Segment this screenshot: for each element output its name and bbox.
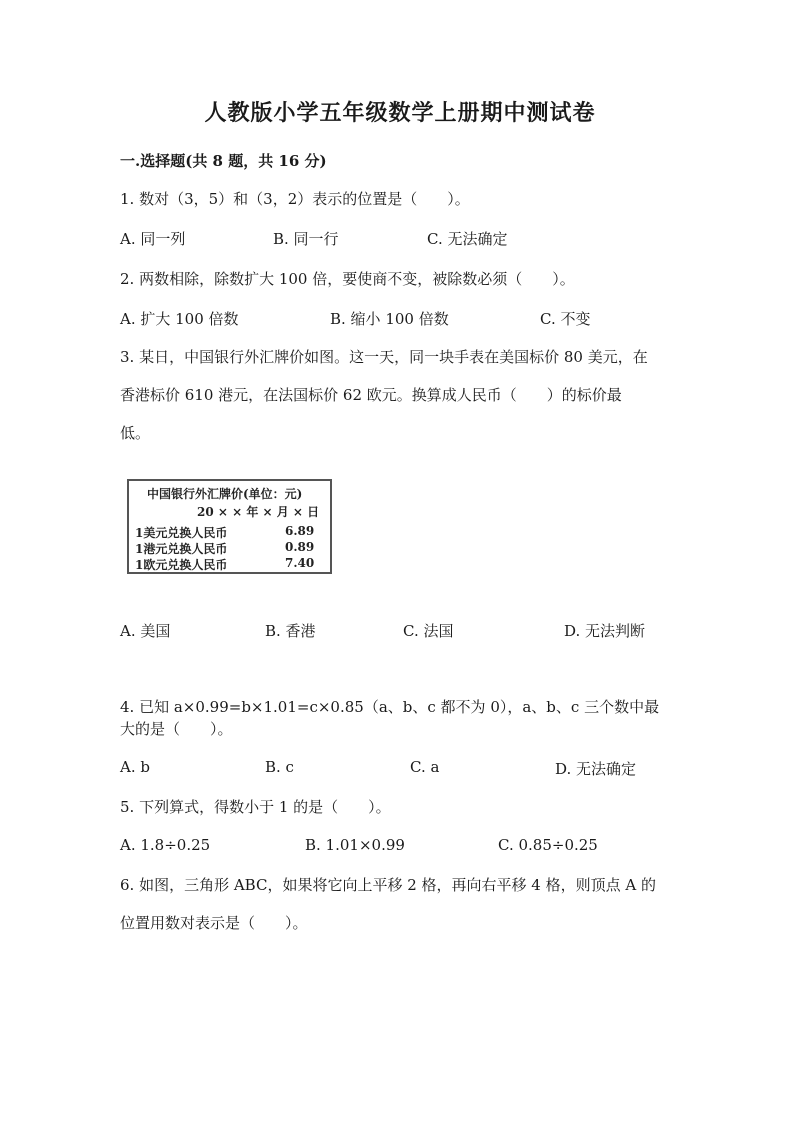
q3-option-a: A. 美国 <box>120 622 171 640</box>
section-heading: 一.选择题(共 8 题，共 16 分) <box>120 152 327 170</box>
rate-row-label: 1美元兑换人民币 <box>135 526 228 540</box>
q1-option-c: C. 无法确定 <box>427 230 508 248</box>
q3-option-c: C. 法国 <box>403 622 454 640</box>
question-5: 5. 下列算式，得数小于 1 的是（ ）。 <box>120 798 391 816</box>
rate-row-value: 0.89 <box>285 540 315 554</box>
q5-option-b: B. 1.01×0.99 <box>305 836 405 854</box>
question-3-line-2: 香港标价 610 港元，在法国标价 62 欧元。换算成人民币（ ）的标价最 <box>120 386 622 404</box>
rate-row-usd <box>135 524 325 540</box>
q5-option-c: C. 0.85÷0.25 <box>498 836 598 854</box>
rate-row-value: 7.40 <box>285 556 315 570</box>
q4-option-a: A. b <box>120 758 150 776</box>
question-6-line-2: 位置用数对表示是（ ）。 <box>120 914 308 932</box>
question-2: 2. 两数相除，除数扩大 100 倍，要使商不变，被除数必须（ ）。 <box>120 270 575 288</box>
rate-row-label: 1欧元兑换人民币 <box>135 558 228 572</box>
question-4-line-1: 4. 已知 a×0.99=b×1.01=c×0.85（a、b、c 都不为 0），a、b、c 三个数中最 <box>120 698 660 716</box>
q4-option-c: C. a <box>410 758 440 776</box>
rate-table-title: 中国银行外汇牌价(单位：元) <box>147 487 303 501</box>
q3-option-b: B. 香港 <box>265 622 316 640</box>
question-6-line-1: 6. 如图，三角形 ABC，如果将它向上平移 2 格，再向右平移 4 格，则顶点 A 的 <box>120 876 656 894</box>
q5-option-a: A. 1.8÷0.25 <box>120 836 211 854</box>
question-3-line-1: 3. 某日，中国银行外汇牌价如图。这一天，同一块手表在美国标价 80 美元，在 <box>120 348 648 366</box>
q2-option-a: A. 扩大 100 倍数 <box>120 310 239 328</box>
q2-option-c: C. 不变 <box>540 310 591 328</box>
rate-table-date: 20 × × 年 × 月 × 日 <box>197 505 320 519</box>
q1-option-b: B. 同一行 <box>273 230 339 248</box>
q2-option-b: B. 缩小 100 倍数 <box>330 310 449 328</box>
rate-row-hkd <box>135 540 325 556</box>
rate-row-eur <box>135 556 325 572</box>
question-1: 1. 数对（3，5）和（3，2）表示的位置是（ ）。 <box>120 190 470 208</box>
page-title: 人教版小学五年级数学上册期中测试卷 <box>204 100 596 126</box>
rate-row-label: 1港元兑换人民币 <box>135 542 228 556</box>
question-4-line-2: 大的是（ ）。 <box>120 720 233 738</box>
rate-row-value: 6.89 <box>285 524 315 538</box>
q4-option-d: D. 无法确定 <box>555 760 637 778</box>
q1-option-a: A. 同一列 <box>120 230 186 248</box>
q4-option-b: B. c <box>265 758 294 776</box>
exchange-rate-table <box>127 479 332 574</box>
question-3-line-3: 低。 <box>120 424 151 442</box>
q3-option-d: D. 无法判断 <box>564 622 646 640</box>
